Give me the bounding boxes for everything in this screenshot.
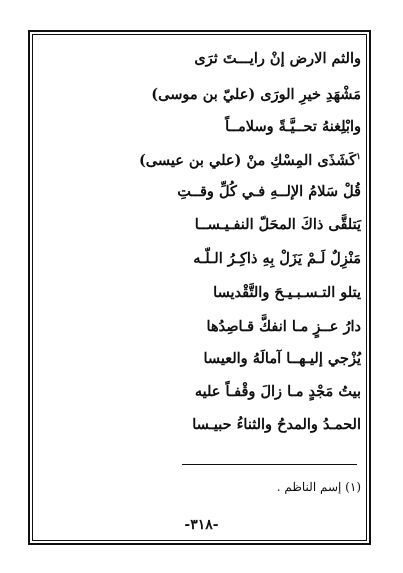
footnote-marker: ١	[356, 152, 361, 162]
verse-line-9: دارُ عــزٍ مـا انفكَّ قـاصِدُها	[206, 318, 361, 335]
verse-line-4-text: كَشَذَى المِسْكِ منْ (علي بن عيسى)	[138, 151, 357, 169]
verse-line-12: الحمـدُ والمدحُ والثناءُ حبيـسا	[192, 416, 361, 433]
verse-line-8: يتلو التـسـبـيـحَ والتَّقْديسا	[213, 284, 361, 301]
page-number: -٣١٨-	[184, 517, 219, 533]
verse-line-4	[139, 153, 361, 168]
verse-line-2: مَشْهَدِ خيرِ الورَى (عليّ بن موسى)	[151, 86, 361, 103]
verse-line-7: مَنْزِلٌ لَـمْ يَزَلْ بِهِ ذاكِـرُ الـلّـه	[193, 250, 361, 267]
verse-line-3: وابْلِغنهُ تحــيَّـةً وسلامــاً	[225, 118, 361, 135]
verse-line-5: قُلْ سَلامُ الإلــهِ فـي كُلِّ وقــتِ	[177, 183, 361, 200]
verse-line-11: بيتُ مَجْدٍ مـا زالَ وقْفـاً عليه	[194, 383, 361, 400]
verse-line-6: يَتلقَّى ذاكَ المحَلّ النفـيـســا	[194, 216, 361, 233]
verse-line-10: يُزْجي إليـهــا آمالَهُ والعيسا	[203, 350, 361, 367]
footnote-text: (١) إسم الناظم .	[276, 480, 361, 494]
verse-line-1: والثم الارض إنْ رايـــتَ ثرَى	[194, 50, 361, 67]
footnote-divider	[182, 464, 357, 465]
